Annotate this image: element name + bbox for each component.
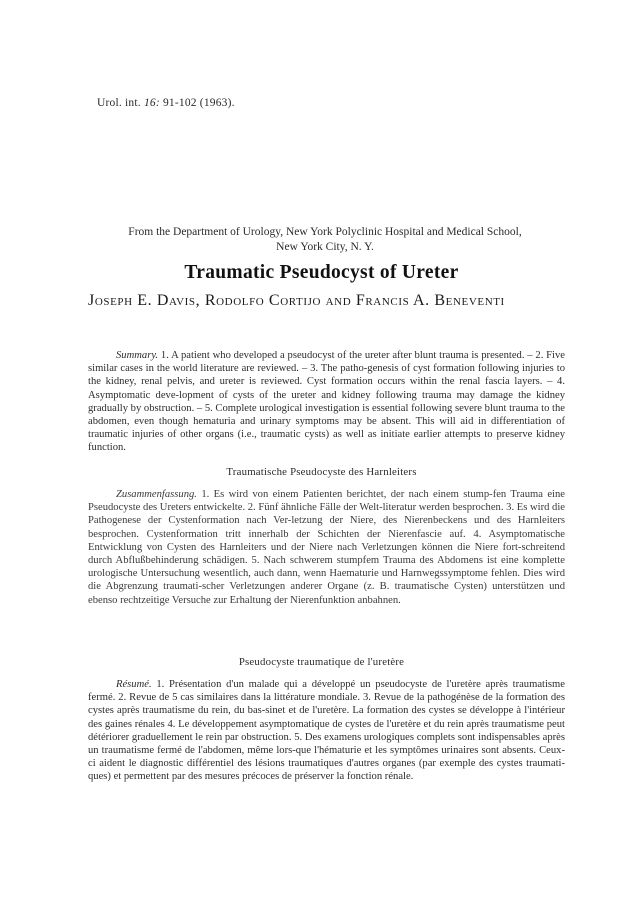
summary-text: 1. A patient who developed a pseudocyst of the ureter after blunt trauma is presented. – 2. Five similar cases in the world literature are reviewed. – 3. The patho-genesis of cyst formation following injuries to the kidney, renal pelvis, and ureter is reviewed. Cyst formation occurs within the renal fascia layers. – 4. Asymptomatic deve-lopment of cysts of the ureter and kidney following trauma may damage the kidney gradually by obstruction. – 5. Complete urological investigation is essential following severe blunt trauma to the abdomen, even though hematuria and urinary symptoms may be absent. This will aid in differentiation of traumatic injuries of other organs (i.e., traumatic cysts) as well as initiate earlier attempts to preserve kidney function. bbox=[88, 350, 565, 454]
summary-french bbox=[88, 678, 565, 784]
affiliation-line-1: From the Department of Urology, New York Polyclinic Hospital and Medical School, bbox=[128, 226, 522, 238]
affiliation-line-2: New York City, N. Y. bbox=[276, 241, 374, 253]
journal-volume: 16: bbox=[143, 97, 160, 109]
zusammenfassung-label: Zusammenfassung. bbox=[116, 489, 197, 500]
author-affiliation bbox=[90, 225, 560, 255]
article-title: Traumatic Pseudocyst of Ureter bbox=[184, 262, 459, 283]
journal-citation bbox=[97, 97, 235, 109]
summary-english bbox=[88, 349, 565, 455]
french-summary-heading: Pseudocyste traumatique de l'uretère bbox=[238, 656, 405, 668]
resume-label: Résumé. bbox=[116, 679, 152, 690]
author-list: Joseph E. Davis, Rodolfo Cortijo and Francis A. Beneventi bbox=[88, 292, 505, 309]
german-summary-heading: Traumatische Pseudocyste des Harnleiters bbox=[226, 466, 417, 478]
journal-name: Urol. int. bbox=[97, 97, 141, 109]
summary-label: Summary. bbox=[116, 350, 159, 361]
zusammenfassung-text: 1. Es wird von einem Patienten berichtet, der nach einem stump-fen Trauma eine Pseudocyste des Ureters entwickelte. 2. Fünf ähnliche Fälle der Welt-literatur werden besprochen. 3. Es wird die Pathogenese der Cystenformation nach Ver-letzung der Niere, des Nierenbeckens und des Harnleiters besprochen. Cystenformation tritt innerhalb der Schichten der Nierenfascie auf. 4. Asymptomatische Entwicklung von Cysten des Harnleiters und der Niere nach Verletzungen können die Niere fort-schreitend durch Abflußbehinderung schädigen. 5. Nach schwerem stumpfem Trauma des Abdomens ist eine komplette urologische Untersuchung wesentlich, auch dann, wenn Haematurie und Harnwegssymptome fehlen. Dies wird die Abgrenzung traumati-scher Verletzungen anderer Organe (z. B. traumatische Cysten) unterstützen und ebenso rechtzeitige Versuche zur Erhaltung der Nierenfunktion anbahnen. bbox=[88, 489, 565, 606]
resume-text: 1. Présentation d'un malade qui a développé un pseudocyste de l'uretère après traumatisme fermé. 2. Revue de 5 cas similaires dans la littérature mondiale. 3. Revue de la pathogénèse de la formation des cystes après traumatisme du rein, du bas-sinet et de l'uretère. La formation des cystes se développe à l'intérieur des gaines rénales 4. Le développement asymptomatique de cystes de l'uretère et du rein après traumatisme peut détériorer graduellement le rein par obstruction. 5. Des examens urologiques complets sont indispensables après un traumatisme fermé de l'abdomen, même lors-que l'hématurie et les symptômes urinaires sont absents. Ceux-ci aident le diagnostic différentiel des lésions traumatiques d'autres organes (par exemple des cystes traumati-ques) et permettent par des mesures précoces de préserver la fonction rénale. bbox=[88, 679, 565, 783]
summary-german bbox=[88, 488, 565, 607]
journal-pages: 91-102 (1963). bbox=[162, 97, 235, 109]
